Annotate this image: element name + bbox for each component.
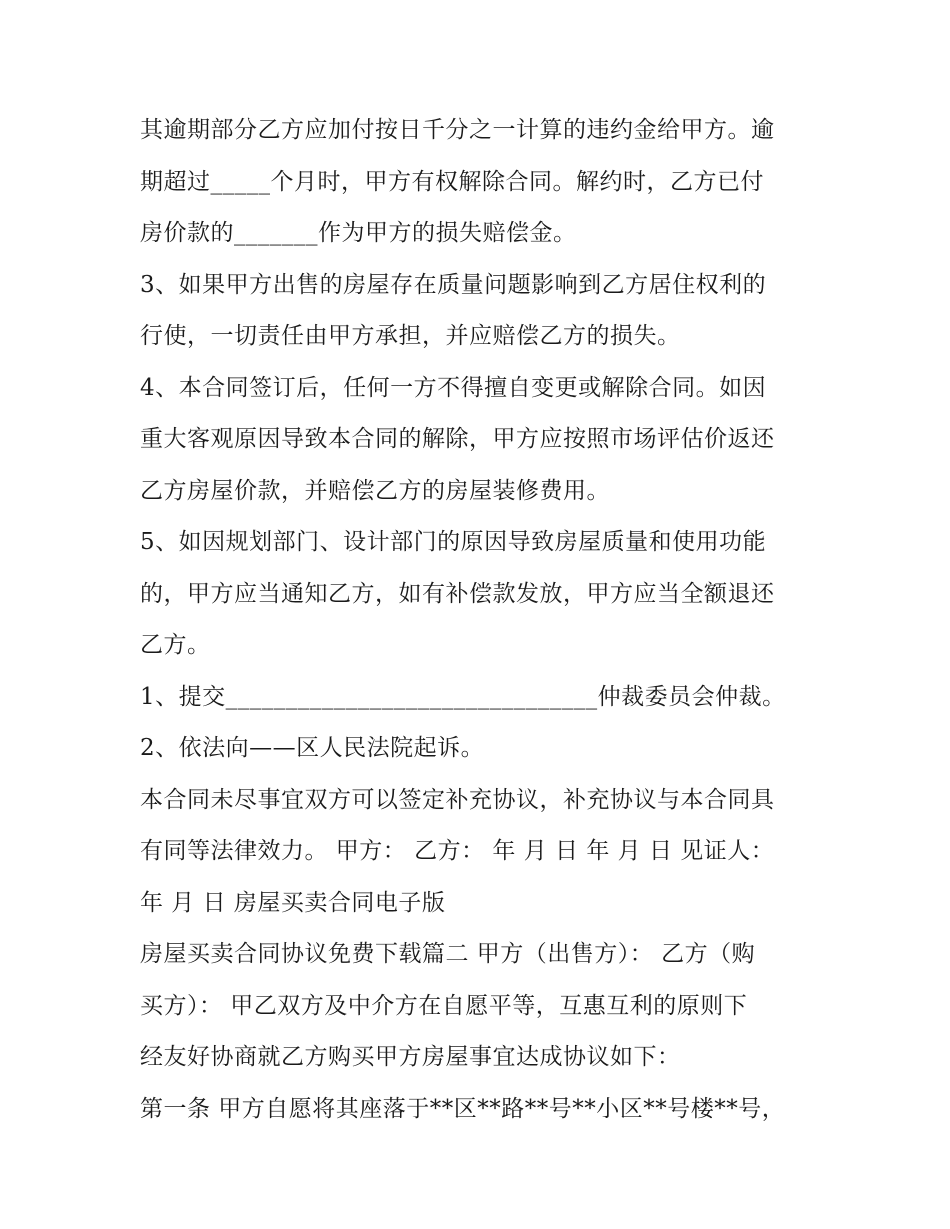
text-line: 经友好协商就乙方购买甲方房屋事宜达成协议如下： [140, 1044, 681, 1070]
text-line: 期超过_____个月时，甲方有权解除合同。解约时，乙方已付 [140, 168, 764, 195]
text-line: 其逾期部分乙方应加付按日千分之一计算的违约金给甲方。逾 [140, 117, 775, 143]
text-line: 3、如果甲方出售的房屋存在质量问题影响到乙方居住权利的 [140, 271, 767, 298]
text-line: 年 月 日 房屋买卖合同电子版 [140, 889, 446, 916]
text-line: 本合同未尽事宜双方可以签定补充协议，补充协议与本合同具 [140, 786, 775, 813]
text-line: 有同等法律效力。 甲方： 乙方： 年 月 日 年 月 日 见证人： [140, 838, 775, 864]
text-line: 乙方。 [140, 632, 211, 658]
text-line: 房价款的_______作为甲方的损失赔偿金。 [140, 220, 577, 246]
text-line: 5、如因规划部门、设计部门的原因导致房屋质量和使用功能 [140, 529, 767, 555]
text-line: 1、提交_______________________________仲裁委员会仲裁。 [140, 683, 786, 710]
text-line: 房屋买卖合同协议免费下载篇二 甲方（出售方）： 乙方（购 [140, 941, 756, 967]
text-line: 4、本合同签订后，任何一方不得擅自变更或解除合同。如因 [140, 374, 767, 401]
document-body [140, 108, 820, 1138]
text-line: 第一条 甲方自愿将其座落于**区**路**号**小区**号楼**号， [140, 1095, 786, 1122]
text-line: 的，甲方应当通知乙方，如有补偿款发放，甲方应当全额退还 [140, 580, 775, 607]
text-line: 重大客观原因导致本合同的解除，甲方应按照市场评估价返还 [140, 426, 775, 452]
text-line: 行使，一切责任由甲方承担，并应赔偿乙方的损失。 [140, 323, 681, 349]
text-line: 乙方房屋价款，并赔偿乙方的房屋装修费用。 [140, 477, 610, 504]
text-line: 2、依法向——区人民法院起诉。 [140, 735, 485, 761]
text-line: 买方）： 甲乙双方及中介方在自愿平等，互惠互利的原则下 [140, 992, 748, 1019]
